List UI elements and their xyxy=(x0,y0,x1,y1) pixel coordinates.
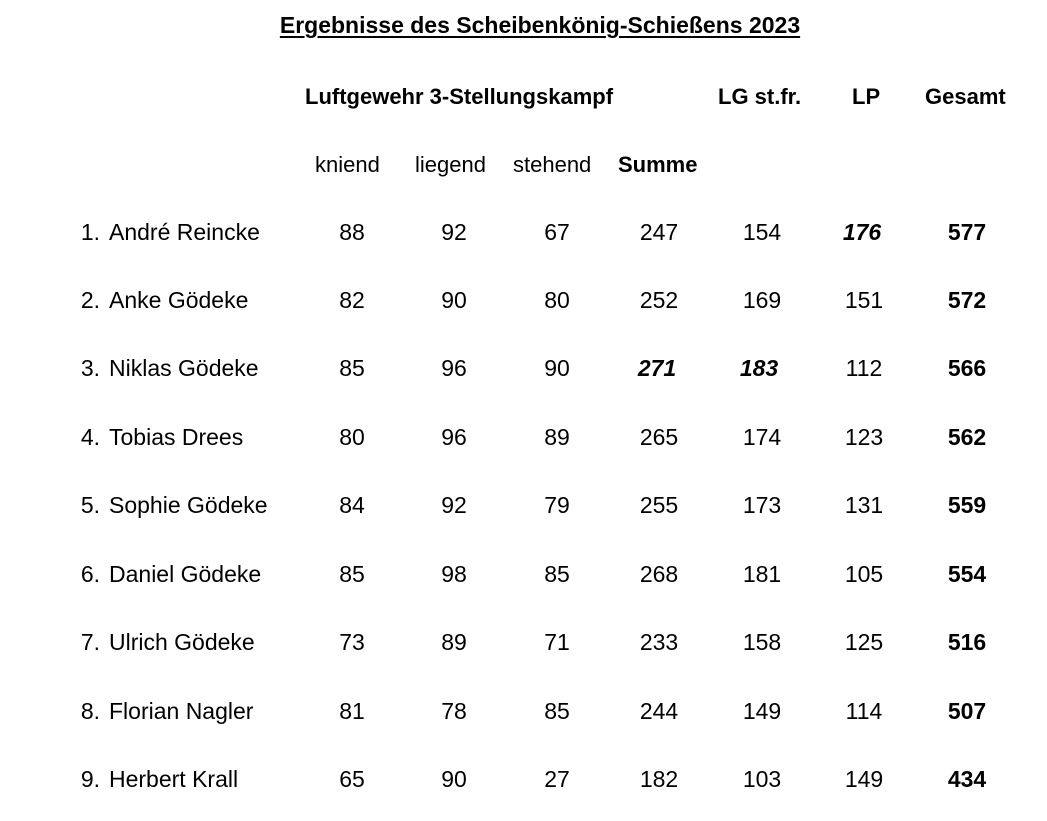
score-kniend: 73 xyxy=(339,629,365,655)
score-stehend: 80 xyxy=(544,287,570,313)
shooter-name: Niklas Gödeke xyxy=(109,355,259,381)
score-summe: 247 xyxy=(639,219,679,245)
header-luftgewehr-3-stellungskampf: Luftgewehr 3-Stellungskampf xyxy=(305,84,614,109)
score-lp: 123 xyxy=(844,424,884,450)
score-gesamt: 434 xyxy=(947,766,987,792)
score-gesamt: 559 xyxy=(947,492,987,518)
score-liegend: 92 xyxy=(441,219,467,245)
table-row xyxy=(0,766,1047,800)
score-stehend: 79 xyxy=(544,492,570,518)
shooter-name: André Reincke xyxy=(109,219,260,245)
score-kniend: 81 xyxy=(339,698,365,724)
score-liegend: 96 xyxy=(441,355,467,381)
score-stehend: 85 xyxy=(544,698,570,724)
score-kniend: 65 xyxy=(339,766,365,792)
score-kniend: 85 xyxy=(339,355,365,381)
table-row xyxy=(0,355,1047,389)
score-lp: 151 xyxy=(844,287,884,313)
table-row xyxy=(0,492,1047,526)
table-row xyxy=(0,629,1047,663)
score-gesamt: 562 xyxy=(947,424,987,450)
shooter-name: Daniel Gödeke xyxy=(109,561,262,587)
score-kniend: 82 xyxy=(339,287,365,313)
score-gesamt: 577 xyxy=(947,219,987,245)
score-stehend: 71 xyxy=(544,629,570,655)
score-liegend: 90 xyxy=(441,287,467,313)
score-lg-st-fr: 149 xyxy=(742,698,782,724)
shooter-name: Sophie Gödeke xyxy=(109,492,268,518)
score-stehend: 89 xyxy=(544,424,570,450)
score-stehend: 27 xyxy=(544,766,570,792)
score-kniend: 85 xyxy=(339,561,365,587)
score-stehend: 90 xyxy=(544,355,570,381)
rank: 8. xyxy=(80,698,100,724)
score-summe: 268 xyxy=(639,561,679,587)
rank: 7. xyxy=(80,629,100,655)
shooter-name: Tobias Drees xyxy=(109,424,244,450)
subheader-summe: Summe xyxy=(618,152,698,177)
score-lp: 125 xyxy=(844,629,884,655)
score-gesamt: 554 xyxy=(947,561,987,587)
score-summe: 182 xyxy=(639,766,679,792)
rank: 6. xyxy=(80,561,100,587)
score-lg-st-fr: 158 xyxy=(742,629,782,655)
header-lg-st-fr: LG st.fr. xyxy=(718,84,802,109)
rank: 3. xyxy=(80,355,100,381)
shooter-name: Ulrich Gödeke xyxy=(109,629,255,655)
score-lg-st-fr: 169 xyxy=(742,287,782,313)
score-lp: 112 xyxy=(845,355,883,381)
shooter-name: Herbert Krall xyxy=(109,766,239,792)
score-liegend: 98 xyxy=(441,561,467,587)
score-lg-st-fr: 154 xyxy=(742,219,782,245)
score-gesamt: 566 xyxy=(947,355,987,381)
score-gesamt: 507 xyxy=(947,698,987,724)
score-summe: 244 xyxy=(639,698,679,724)
score-liegend: 96 xyxy=(441,424,467,450)
rank: 4. xyxy=(80,424,100,450)
score-stehend: 85 xyxy=(544,561,570,587)
document-title: Ergebnisse des Scheibenkönig-Schießens 2023 xyxy=(279,12,801,38)
score-lg-st-fr: 173 xyxy=(742,492,782,518)
score-lp: 105 xyxy=(844,561,884,587)
shooter-name: Anke Gödeke xyxy=(109,287,249,313)
score-liegend: 89 xyxy=(441,629,467,655)
score-summe: 255 xyxy=(639,492,679,518)
table-row xyxy=(0,219,1047,253)
score-lp: 114 xyxy=(845,698,883,724)
score-lg-st-fr: 174 xyxy=(742,424,782,450)
header-gesamt: Gesamt xyxy=(925,84,1006,109)
score-lg-st-fr-best: 183 xyxy=(739,355,779,381)
rank: 9. xyxy=(80,766,100,792)
score-lp: 149 xyxy=(844,766,884,792)
score-liegend: 92 xyxy=(441,492,467,518)
score-lg-st-fr: 181 xyxy=(742,561,782,587)
score-lp: 131 xyxy=(844,492,884,518)
header-lp: LP xyxy=(852,84,881,109)
score-kniend: 80 xyxy=(339,424,365,450)
subheader-stehend: stehend xyxy=(513,152,592,177)
score-summe-best: 271 xyxy=(637,355,677,381)
subheader-kniend: kniend xyxy=(315,152,380,177)
score-kniend: 88 xyxy=(339,219,365,245)
table-row xyxy=(0,698,1047,732)
rank: 2. xyxy=(80,287,100,313)
score-liegend: 78 xyxy=(441,698,467,724)
score-gesamt: 516 xyxy=(947,629,987,655)
subheader-liegend: liegend xyxy=(415,152,486,177)
table-row xyxy=(0,424,1047,458)
score-stehend: 67 xyxy=(544,219,570,245)
table-row xyxy=(0,287,1047,321)
score-gesamt: 572 xyxy=(947,287,987,313)
score-lp-best: 176 xyxy=(842,219,882,245)
score-liegend: 90 xyxy=(441,766,467,792)
table-row xyxy=(0,561,1047,595)
score-summe: 233 xyxy=(639,629,679,655)
score-lg-st-fr: 103 xyxy=(742,766,782,792)
score-summe: 265 xyxy=(639,424,679,450)
rank: 1. xyxy=(80,219,100,245)
score-kniend: 84 xyxy=(339,492,365,518)
shooter-name: Florian Nagler xyxy=(109,698,254,724)
rank: 5. xyxy=(80,492,100,518)
score-summe: 252 xyxy=(639,287,679,313)
